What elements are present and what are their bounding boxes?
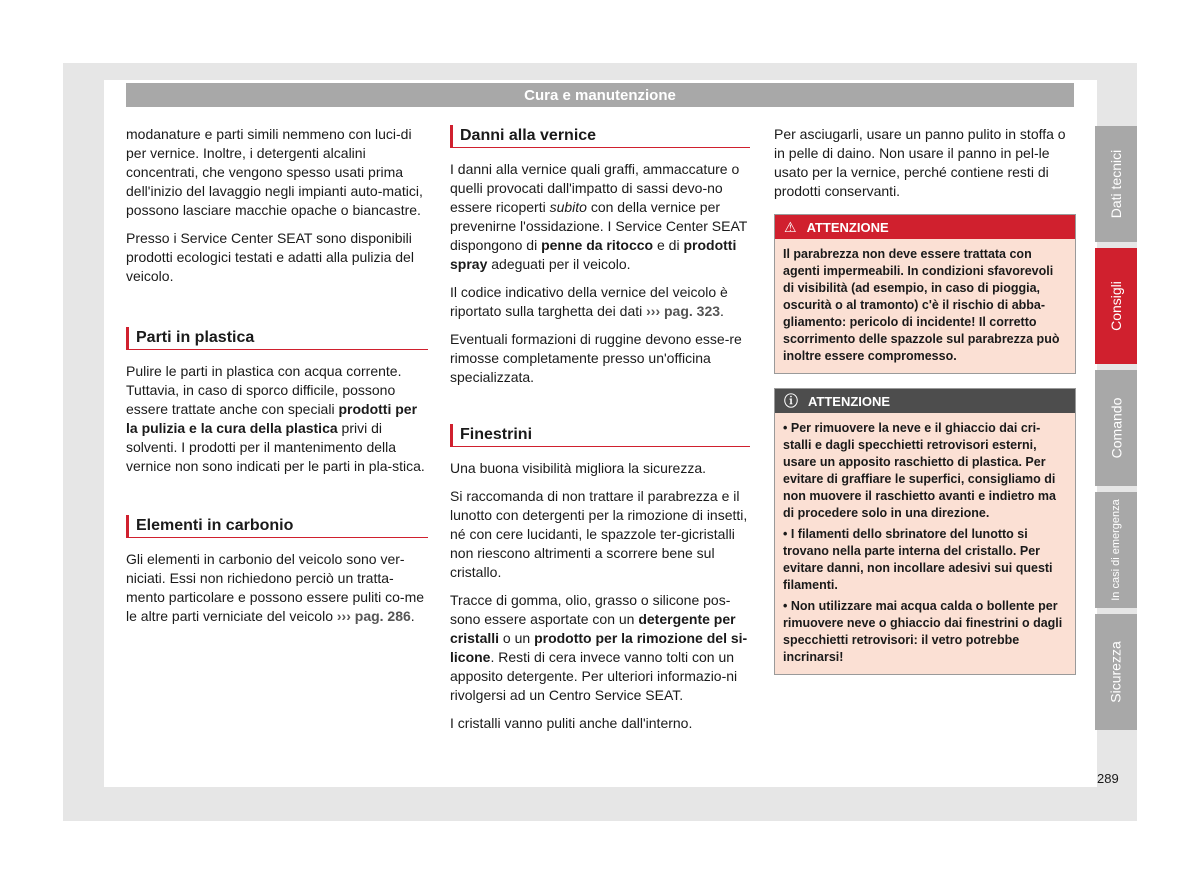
warning-triangle-icon: ⚠ [784,218,797,235]
paragraph-tracce: Tracce di gomma, olio, grasso o silicone pos-sono essere asportate con un detergente per cristalli o un prodotto per la rimozione del si-licone. Resti di cera invece vanno tolti con un apposito detergente. Per ulteriori informazio-ni rivolgersi ad un Centro Service SEAT. [450,592,748,703]
warning-box-1 [774,214,1076,374]
tab-emergenza[interactable]: In casi di emergenza [1095,492,1137,608]
warning-header [775,215,1075,239]
warning-box-2 [774,388,1076,675]
page-link[interactable]: ››› pag. 286 [336,608,411,624]
tab-dati-tecnici[interactable]: Dati tecnici [1095,126,1137,242]
column-right [774,125,1076,689]
paragraph-carbonio: Gli elementi in carbonio del veicolo sono ver-niciati. Essi non richiedono perciò un tratta-mento particolare e possono essere puliti co-me le altre parti verniciate del veicolo ››› pag. 286. [126,551,425,624]
paragraph: Presso i Service Center SEAT sono disponibili prodotti ecologici testati e adatti alla pulizia del veicolo. [126,230,414,284]
warning-list-item: • Per rimuovere la neve e il ghiaccio dai cri-stalli e dagli specchietti retrovisori esterni, usare un apposito raschietto di plastica. Per evitare di graffiare le superfici, consigliamo di non muovere il raschietto avanti e indietro ma di procedere solo in una direzione. [783,420,1067,522]
paragraph-vernice: I danni alla vernice quali graffi, ammaccature o quelli provocati dall'impatto di sassi devo-no essere ricoperti subito con della vernice per prevenirne l'ossidazione. I Service Center SEAT dispongono di penne da ritocco e di prodotti spray adeguati per il veicolo. [450,161,748,272]
warning-header [775,389,1075,413]
warning-list-item: • Non utilizzare mai acqua calda o bollente per rimuovere neve o ghiaccio dai finestrini o dagli specchietti retrovisori: il vetro potrebbe incrinarsi! [783,598,1067,666]
warning-list-item: • I filamenti dello sbrinatore del lunotto si trovano nella parte interna del cristallo. Per evitare danni, non incollare adesivi sui questi filamenti. [783,526,1067,594]
paragraph: Per asciugarli, usare un panno pulito in stoffa o in pelle di daino. Non usare il panno in pel-le usato per la vernice, perché contiene resti di prodotti conservanti. [774,126,1066,199]
tab-comando[interactable]: Comando [1095,370,1137,486]
warning-title: ATTENZIONE [806,219,889,235]
paragraph: Una buona visibilità migliora la sicurezza. [450,460,707,476]
section-heading-finestrini: Finestrini [450,424,750,447]
paragraph-codice: Il codice indicativo della vernice del veicolo è riportato sulla targhetta dei dati ››› pag. 323. [450,284,728,319]
warning-body [775,413,1075,674]
exclamation-circle-icon: ⓘ [784,392,798,409]
paragraph-plastica: Pulire le parti in plastica con acqua corrente. Tuttavia, in caso di sporco difficile, possono essere trattate anche con speciali prodotti per la pulizia e la cura della plastica privi di solventi. I prodotti per il mantenimento della vernice non sono indicati per le parti in pla-stica. [126,363,425,474]
page-number: 289 [1097,771,1119,786]
warning-body [775,239,1075,373]
tab-consigli[interactable]: Consigli [1095,248,1137,364]
page-link[interactable]: ››› pag. 323 [646,303,721,319]
paragraph-ruggine: Eventuali formazioni di ruggine devono esse-re rimosse completamente presso un'officina specializzata. [450,331,742,385]
warning-text: Il parabrezza non deve essere trattata con agenti impermeabili. In condizioni sfavorevoli di visibilità (ad esempio, in caso di pioggia, oscurità o al tramonto) c'è il rischio di abba-gliamento: pericolo di incidente! Il corretto scorrimento delle spazzole sul parabrezza può inoltre essere compromesso. [783,247,1060,363]
column-middle [450,125,750,742]
warning-title: ATTENZIONE [808,393,891,409]
section-heading-carbonio: Elementi in carbonio [126,515,428,538]
paragraph: modanature e parti simili nemmeno con luci-di per vernice. Inoltre, i detergenti alcalini concentrati, che vengono spesso usati prima dell'inizio del lavaggio negli impianti auto-matici, possono lasciare macchie opache o biancastre. [126,126,423,218]
chapter-header: Cura e manutenzione [126,83,1074,107]
column-left [126,125,428,635]
section-heading-vernice: Danni alla vernice [450,125,750,148]
paragraph: I cristalli vanno puliti anche dall'interno. [450,715,693,731]
section-heading-plastica: Parti in plastica [126,327,428,350]
paragraph: Si raccomanda di non trattare il parabrezza e il lunotto con detergenti per la rimozione di insetti, né con cere lucidanti, le spazzole ter-gicristalli non riescono altrimenti a scorrere bene sul cristallo. [450,488,748,580]
tab-sicurezza[interactable]: Sicurezza [1095,614,1137,730]
